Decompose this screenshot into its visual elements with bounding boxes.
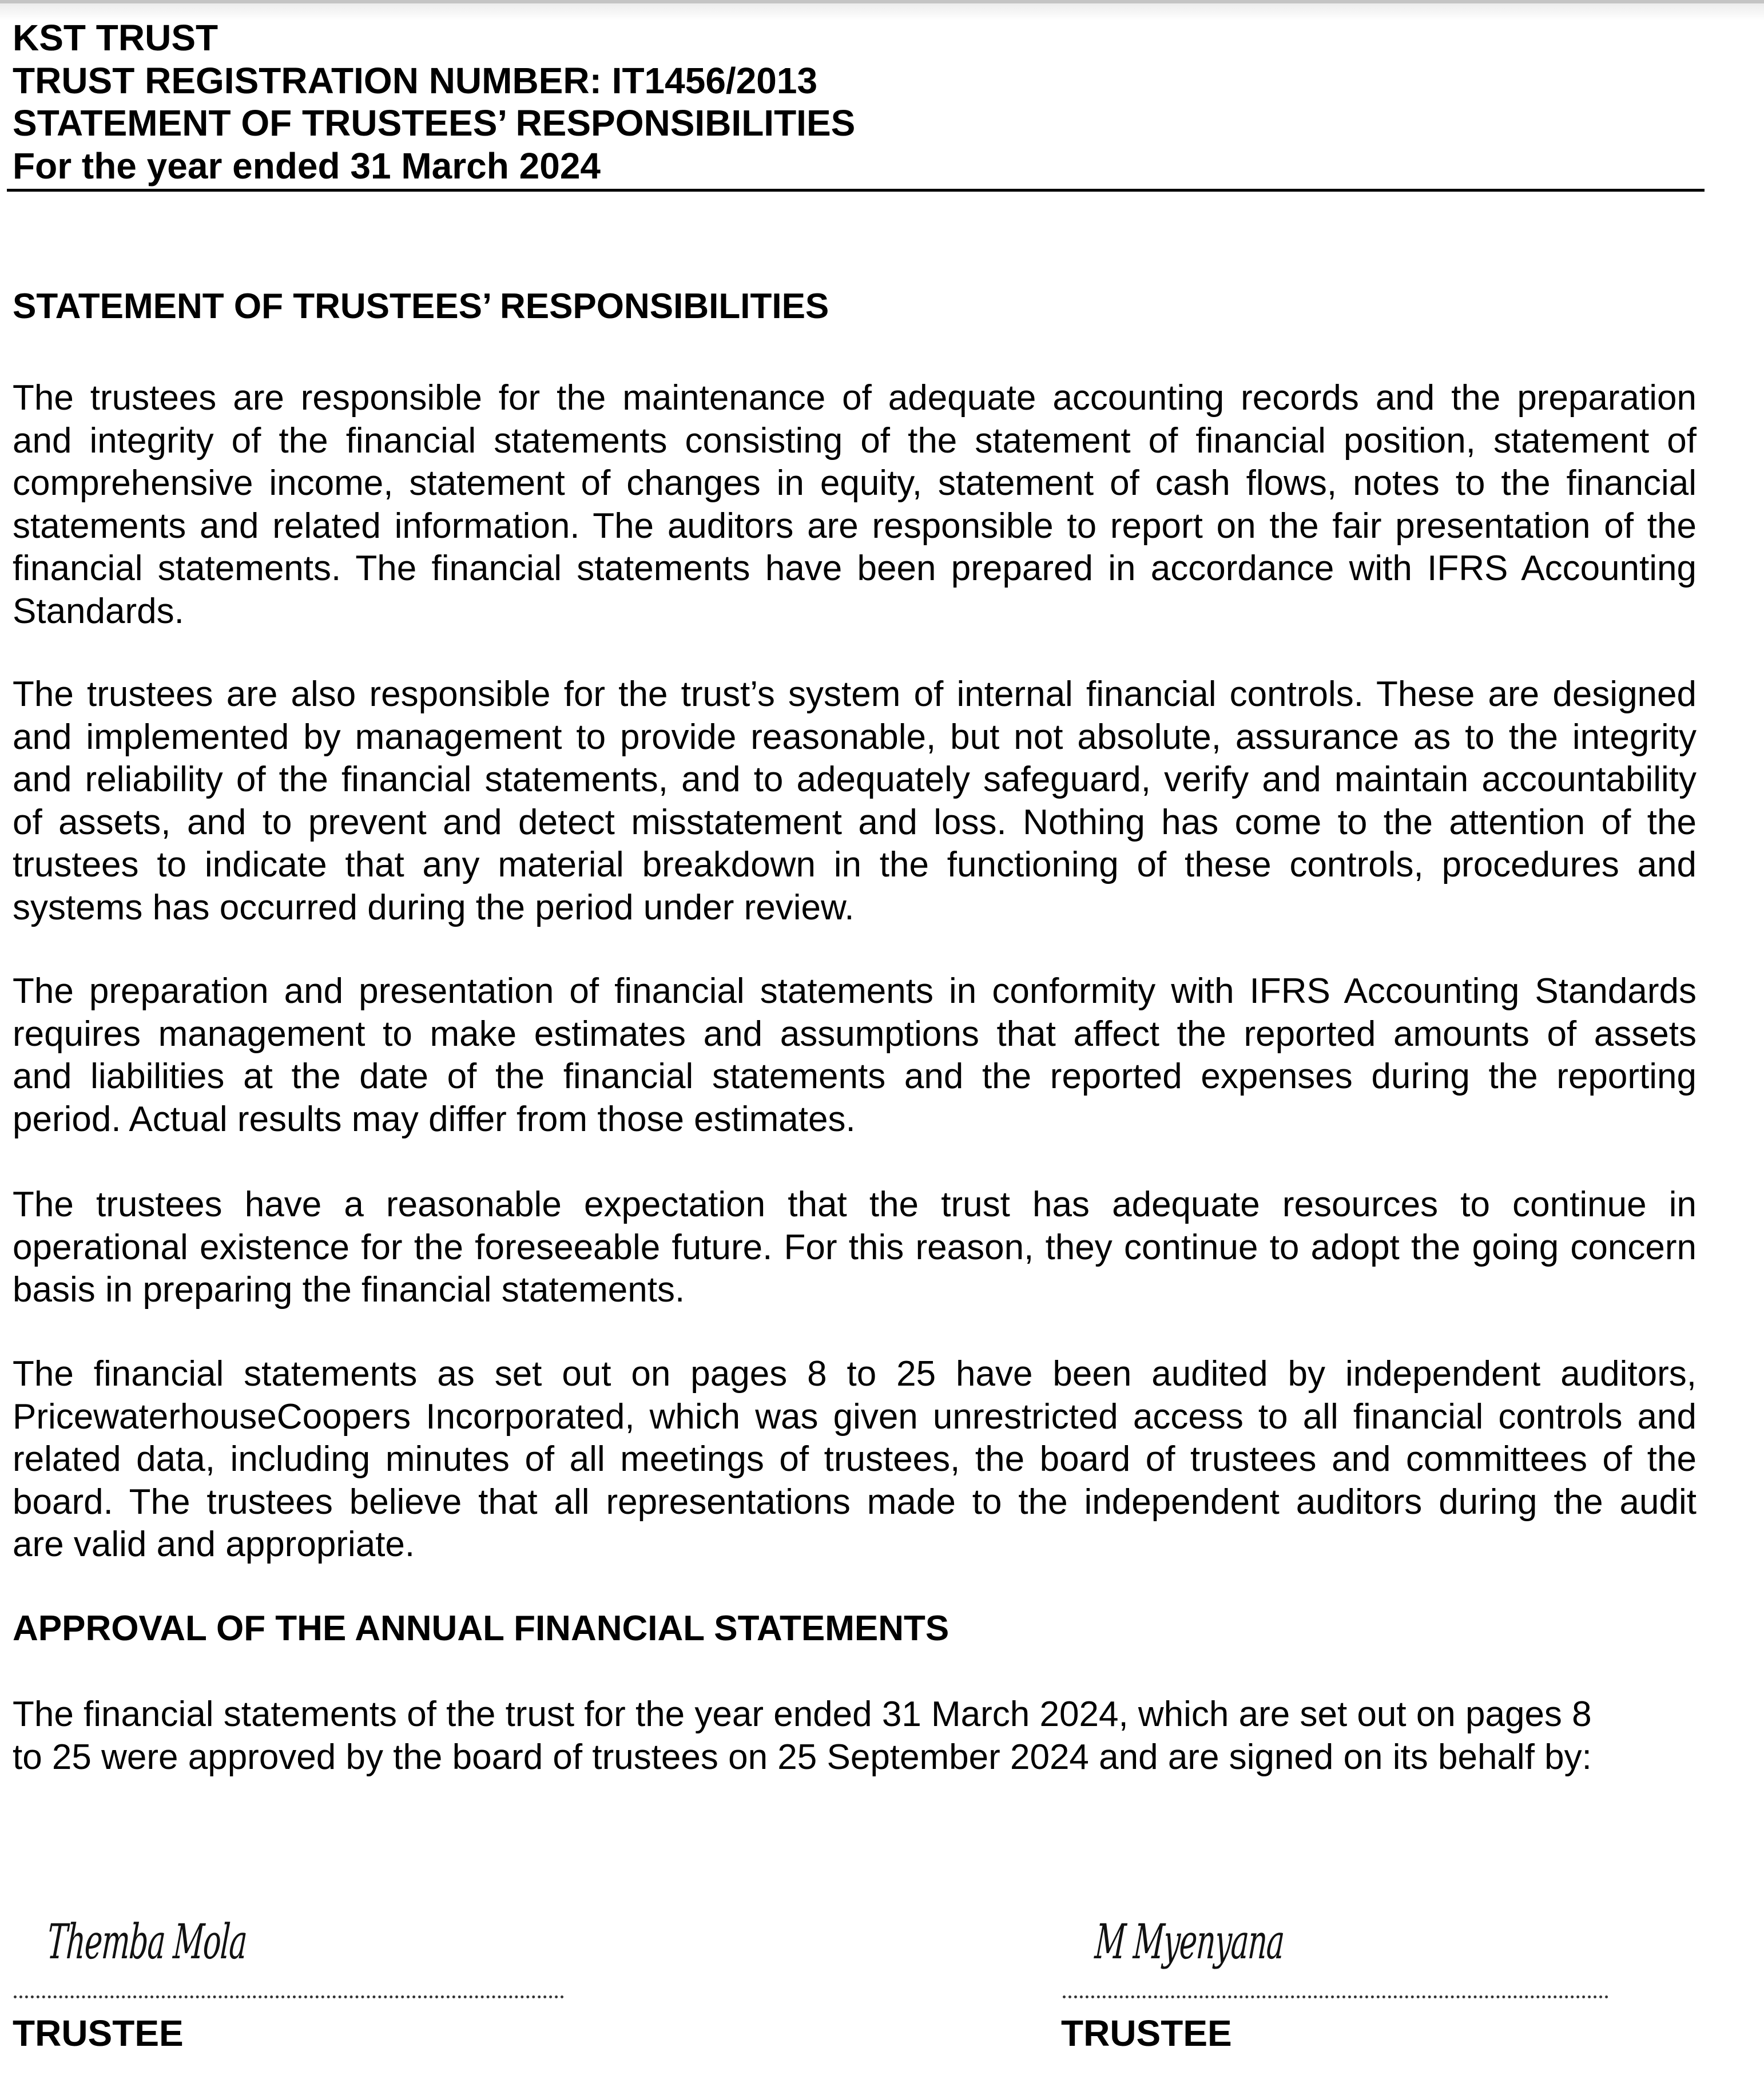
paragraph-line: The financial statements of the trust for the year ended 31 March 2024, which are set out on pages 8 [13, 1695, 1592, 1734]
paragraph-line: trustees to indicate that any material breakdown in the functioning of these controls, procedures and [13, 845, 1697, 884]
paragraph-line: The trustees are responsible for the maintenance of adequate accounting records and the preparation [13, 378, 1697, 418]
paragraph-estimates [13, 970, 1697, 1141]
paragraph-line: systems has occurred during the period under review. [13, 887, 855, 927]
signature-trustee-1: Themba Mola [45, 1914, 249, 1970]
paragraph-line: board. The trustees believe that all representations made to the independent auditors during the audit [13, 1482, 1697, 1522]
paragraph-line: The trustees are also responsible for the trust’s system of internal financial controls. These are designed [13, 675, 1697, 714]
paragraph-line: period. Actual results may differ from those estimates. [13, 1099, 856, 1139]
trustee-label-1: TRUSTEE [13, 2013, 184, 2054]
paragraph-line: statements and related information. The auditors are responsible to report on the fair presentation of the [13, 506, 1697, 546]
paragraph-line: operational existence for the foreseeable future. For this reason, they continue to adopt the going concern [13, 1227, 1697, 1267]
paragraph-audit [13, 1353, 1697, 1566]
signature-line-1 [14, 1995, 564, 1998]
reporting-period: For the year ended 31 March 2024 [13, 145, 601, 187]
paragraph-line: and integrity of the financial statements consisting of the statement of financial position, statement of [13, 420, 1697, 461]
header-divider [7, 189, 1705, 192]
paragraph-internal-controls [13, 673, 1697, 929]
paragraph-line: The financial statements as set out on pages 8 to 25 have been audited by independent auditors, [13, 1354, 1697, 1394]
paragraph-line: The preparation and presentation of financial statements in conformity with IFRS Accounting Standards [13, 971, 1697, 1011]
paragraph-going-concern [13, 1184, 1697, 1312]
section-heading: STATEMENT OF TRUSTEES’ RESPONSIBILITIES [13, 287, 829, 326]
approval-heading: APPROVAL OF THE ANNUAL FINANCIAL STATEMENTS [13, 1609, 949, 1648]
paragraph-line: PricewaterhouseCoopers Incorporated, which was given unrestricted access to all financial controls and [13, 1396, 1697, 1437]
paragraph-line: Standards. [13, 591, 184, 631]
approval-paragraph [13, 1693, 1697, 1779]
paragraph-line: related data, including minutes of all meetings of trustees, the board of trustees and committees of the [13, 1439, 1697, 1479]
paragraph-line: to 25 were approved by the board of trustees on 25 September 2024 and are signed on its behalf by: [13, 1737, 1592, 1777]
signature-line-2 [1063, 1995, 1608, 1998]
signature-trustee-2: M Myenyana [1093, 1914, 1286, 1970]
paragraph-line: basis in preparing the financial statements. [13, 1270, 685, 1310]
trustee-label-2: TRUSTEE [1061, 2013, 1232, 2054]
paragraph-line: and liabilities at the date of the financial statements and the reported expenses during the reporting [13, 1057, 1697, 1096]
paragraph-line: requires management to make estimates and assumptions that affect the reported amounts of assets [13, 1014, 1697, 1054]
paragraph-accounting-records [13, 377, 1697, 633]
paragraph-line: and implemented by management to provide reasonable, but not absolute, assurance as to the integrity [13, 717, 1697, 757]
paragraph-line: The trustees have a reasonable expectation that the trust has adequate resources to continue in [13, 1185, 1697, 1224]
document-title: STATEMENT OF TRUSTEES’ RESPONSIBILITIES [13, 102, 856, 144]
paragraph-line: comprehensive income, statement of changes in equity, statement of cash flows, notes to the financial [13, 463, 1697, 503]
paragraph-line: financial statements. The financial statements have been prepared in accordance with IFRS Accounting [13, 549, 1697, 588]
trust-registration-number: TRUST REGISTRATION NUMBER: IT1456/2013 [13, 59, 818, 101]
paragraph-line: and reliability of the financial statements, and to adequately safeguard, verify and maintain accountability [13, 760, 1697, 799]
document-header [13, 17, 855, 187]
paragraph-line: are valid and appropriate. [13, 1525, 415, 1564]
trust-name: KST TRUST [13, 17, 218, 58]
paragraph-line: of assets, and to prevent and detect misstatement and loss. Nothing has come to the attention of the [13, 802, 1697, 842]
